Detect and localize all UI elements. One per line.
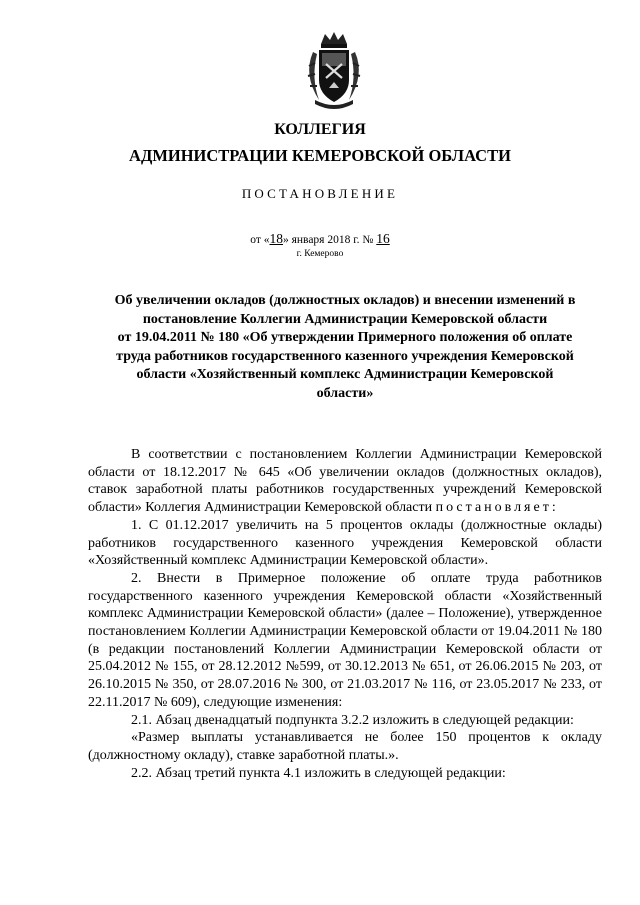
document-date-number [0,231,640,247]
date-prefix: от « [250,234,270,246]
subject-line: постановление Коллегии Администрации Кемеровской области [142,311,548,327]
paragraph-1: 1. С 01.12.2017 увеличить на 5 процентов оклады (должностные оклады) работников государственного казенного учреждения Кемеровской области «Хозяйственный комплекс Администрации Кемеровской области». [88,517,602,569]
coat-of-arms-emblem [299,30,369,110]
document-city: г. Кемерово [296,249,344,259]
document-body [88,446,602,782]
date-day: 18 [269,231,283,246]
authority-name-line1: КОЛЛЕГИЯ [274,121,366,138]
subject-line: труда работников государственного казенного учреждения Кемеровской [116,348,574,364]
authority-name-line2: АДМИНИСТРАЦИИ КЕМЕРОВСКОЙ ОБЛАСТИ [129,146,511,165]
paragraph-2: 2. Внести в Примерное положение об оплате труда работников государственного казенного учреждения Кемеровской области «Хозяйственный комплекс Администрации Кемеровской области» (далее – Положение), утвержденное постановлением Коллегии Администрации Кемеровской области от 19.04.2011 № 180 (в редакции постановлений Коллегии Администрации Кемеровской области от 25.04.2012 № 155, от 28.12.2012 №599, от 30.12.2013 № 651, от 26.06.2015 № 203, от 26.10.2015 № 350, от 28.07.2016 № 300, от 21.03.2017 № 116, от 23.05.2017 № 233, от 22.11.2017 № 609), следующие изменения: [88,570,602,710]
subject-line: области» [316,385,374,401]
document-subject [88,292,602,403]
paragraph-2-1: 2.1. Абзац двенадцатый подпункта 3.2.2 изложить в следующей редакции: [131,712,574,728]
preamble-text: В соответствии с постановлением Коллегии Администрации Кемеровской области от 18.12.2017 № 645 «Об увеличении окладов (должностных окладов), ставок заработной платы работников государственных учреждений Кемеровской области» Коллегия Администрации Кемеровской области [88,447,602,516]
paragraph-2-2: 2.2. Абзац третий пункта 4.1 изложить в следующей редакции: [131,765,506,781]
document-number: 16 [376,231,390,246]
document-type: ПОСТАНОВЛЕНИЕ [241,186,399,201]
subject-line: от 19.04.2011 № 180 «Об утверждении Примерного положения об оплате [117,330,573,345]
subject-line: Об увеличении окладов (должностных окладов) и внесении изменений в [114,293,576,308]
preamble-paragraph [88,446,602,517]
date-month-year: » января 2018 г. № [282,234,374,246]
resolution-keyword: постановляет: [435,500,559,516]
subject-line: области «Хозяйственный комплекс Администрации Кемеровской [136,367,554,382]
quote-paragraph: «Размер выплаты устанавливается не более 150 процентов к окладу (должностному окладу), ставке заработной платы.». [88,730,602,763]
